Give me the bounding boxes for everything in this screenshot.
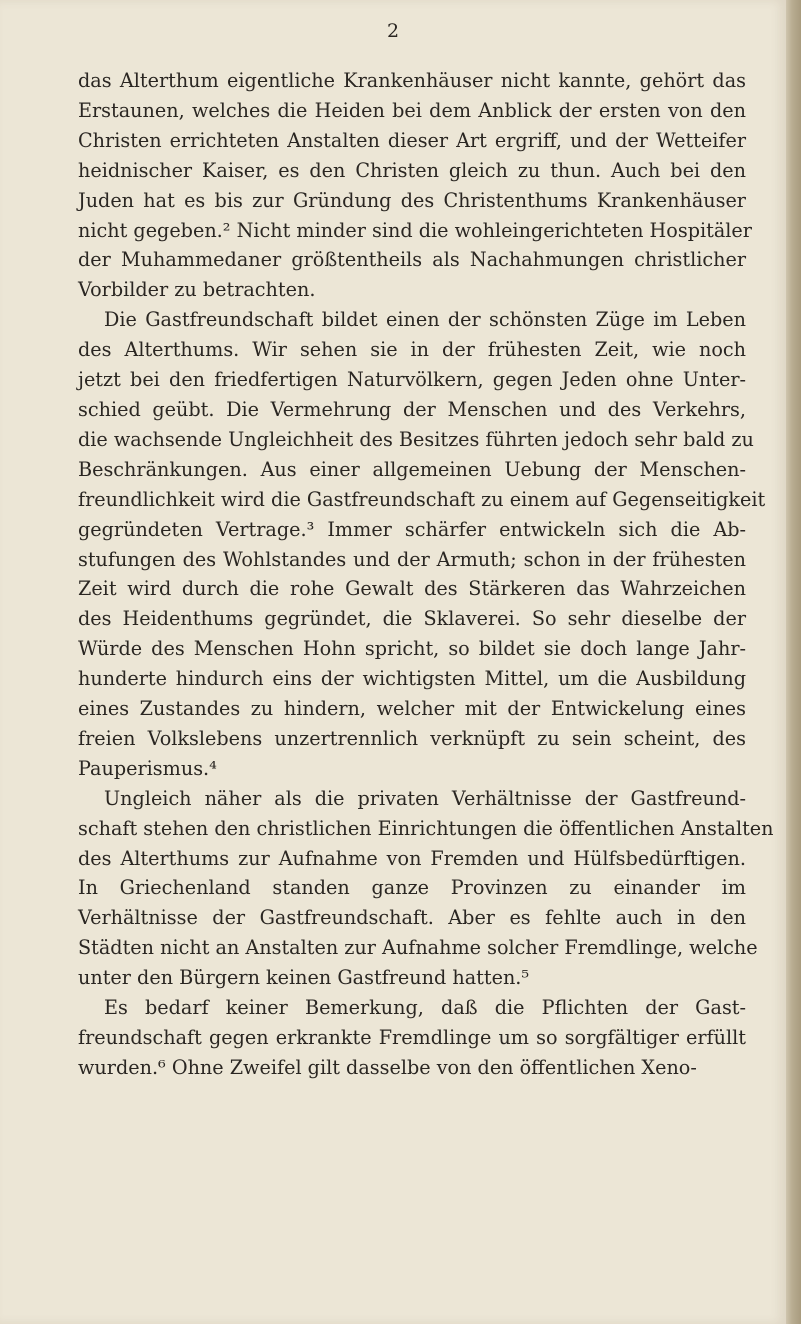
- text-line: freundlichkeit wird die Gastfreundschaft zu einem auf Gegenseitigkeit: [78, 487, 766, 511]
- text-line: stufungen des Wohlstandes und der Armuth; schon in der frühesten: [78, 547, 746, 571]
- text-line: die wachsende Ungleichheit des Besitzes führten jedoch sehr bald zu: [78, 427, 754, 451]
- text-line: Erstaunen, welches die Heiden bei dem Anblick der ersten von den: [78, 98, 746, 122]
- paragraph: [78, 66, 752, 305]
- text-line: Zeit wird durch die rohe Gewalt des Stärkeren das Wahrzeichen: [78, 577, 746, 601]
- text-line: Ungleich näher als die privaten Verhältnisse der Gastfreund-: [104, 786, 746, 810]
- text-line: des Alterthums. Wir sehen sie in der frühesten Zeit, wie noch: [78, 338, 746, 362]
- text-line: des Alterthums zur Aufnahme von Fremden und Hülfsbedürftigen.: [78, 846, 746, 870]
- paragraph: [78, 993, 746, 1083]
- body-text: [78, 66, 774, 1083]
- page-number: 2: [386, 20, 400, 42]
- text-line: jetzt bei den friedfertigen Naturvölkern, gegen Jeden ohne Unter-: [78, 368, 746, 392]
- paragraph: [78, 305, 766, 784]
- text-line: freien Volkslebens unzertrennlich verknüpft zu sein scheint, des: [78, 726, 746, 750]
- text-line: In Griechenland standen ganze Provinzen zu einander im: [78, 876, 746, 900]
- paragraph: [78, 784, 774, 993]
- text-line: gegründeten Vertrage.³ Immer schärfer entwickeln sich die Ab-: [78, 517, 746, 541]
- text-line: nicht gegeben.² Nicht minder sind die wohleingerichteten Hospitäler: [78, 218, 752, 242]
- text-line: unter den Bürgern keinen Gastfreund hatten.⁵: [78, 966, 530, 990]
- text-line: Juden hat es bis zur Gründung des Christenthums Krankenhäuser: [78, 188, 746, 212]
- text-line: heidnischer Kaiser, es den Christen gleich zu thun. Auch bei den: [78, 158, 746, 182]
- text-line: hunderte hindurch eins der wichtigsten Mittel, um die Ausbildung: [78, 667, 746, 691]
- text-line: Beschränkungen. Aus einer allgemeinen Uebung der Menschen-: [78, 457, 746, 481]
- text-line: freundschaft gegen erkrankte Fremdlinge um so sorgfältiger erfüllt: [78, 1026, 746, 1049]
- text-line: Städten nicht an Anstalten zur Aufnahme solcher Fremdlinge, welche: [78, 936, 758, 960]
- text-line: Vorbilder zu betrachten.: [78, 278, 316, 302]
- text-line: Die Gastfreundschaft bildet einen der schönsten Züge im Leben: [104, 308, 746, 332]
- text-line: Würde des Menschen Hohn spricht, so bildet sie doch lange Jahr-: [78, 637, 746, 661]
- text-line: eines Zustandes zu hindern, welcher mit der Entwickelung eines: [78, 697, 746, 721]
- text-line: das Alterthum eigentliche Krankenhäuser nicht kannte, gehört das: [78, 69, 746, 92]
- text-line: des Heidenthums gegründet, die Sklaverei. So sehr dieselbe der: [78, 607, 746, 631]
- page-edge: [786, 0, 801, 1324]
- text-line: Christen errichteten Anstalten dieser Art ergriff, und der Wetteifer: [78, 128, 746, 152]
- text-line: wurden.⁶ Ohne Zweifel gilt dasselbe von den öffentlichen Xeno-: [78, 1055, 697, 1079]
- text-line: der Muhammedaner größtentheils als Nachahmungen christlicher: [78, 248, 746, 272]
- text-line: schied geübt. Die Vermehrung der Menschen und des Verkehrs,: [78, 397, 746, 421]
- text-line: schaft stehen den christlichen Einrichtungen die öffentlichen Anstalten: [78, 816, 774, 840]
- text-line: Pauperismus.⁴: [78, 756, 217, 780]
- text-line: Es bedarf keiner Bemerkung, daß die Pflichten der Gast-: [104, 996, 746, 1020]
- text-line: Verhältnisse der Gastfreundschaft. Aber es fehlte auch in den: [78, 906, 746, 930]
